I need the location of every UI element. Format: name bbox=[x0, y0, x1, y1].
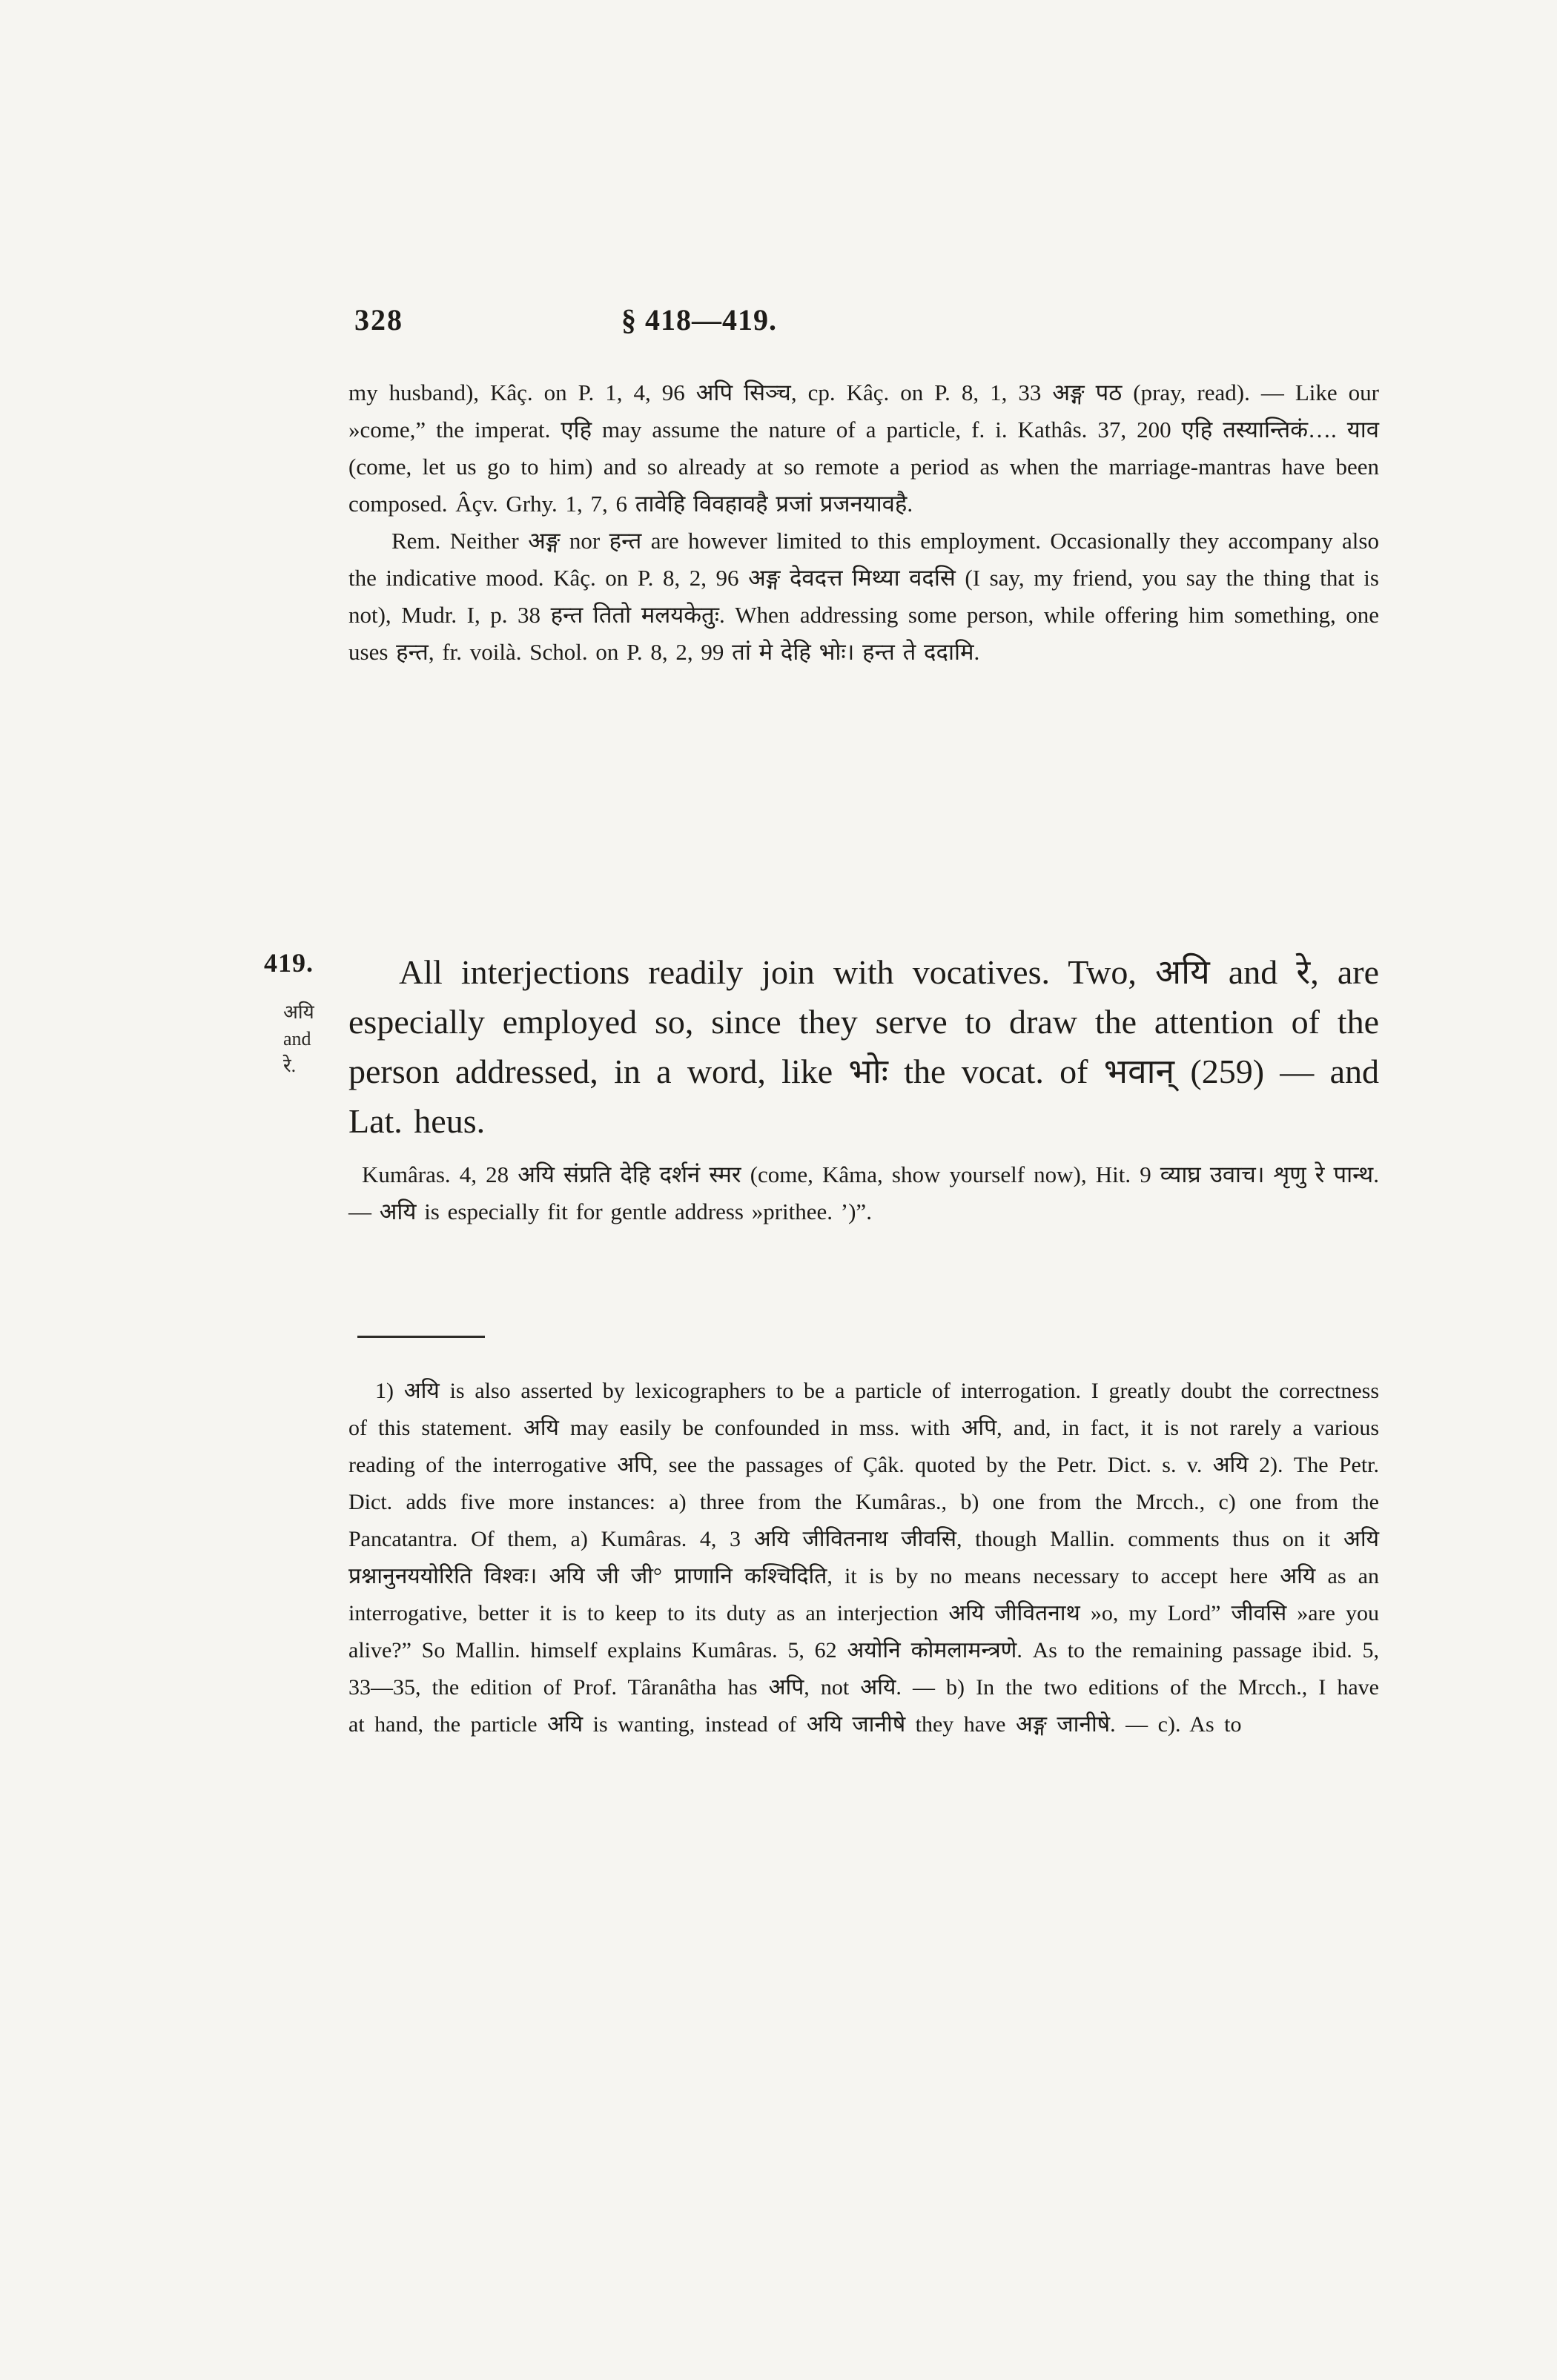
section-419 bbox=[245, 947, 1379, 1230]
paragraph-419-examples: Kumâras. 4, 28 अयि संप्रति देहि दर्शनं स्मर (come, Kâma, show yourself now), Hit. 9 व्याघ्र उवाच। शृणु रे पान्थ. — अयि is especially fit for gentle address »prithee. ’)”. bbox=[348, 1161, 1379, 1224]
paragraph-418-continuation: my husband), Kâç. on P. 1, 4, 96 अपि सिञ्च, cp. Kâç. on P. 8, 1, 33 अङ्ग पठ (pray, read). — Like our »come,” the imperat. एहि may assume the nature of a particle, f. i. Kathâs. 37, 200 एहि तस्यान्तिकं…. याव (come, let us go to him) and so already at so remote a period as when the marriage-mantras have been composed. Âçv. Grhy. 1, 7, 6 तावेहि विवहावहै प्रजां प्रजनयावहै. bbox=[348, 379, 1379, 517]
paragraph-419-main: All interjections readily join with vocatives. Two, अयि and रे, are especially employed so, since they serve to draw the attention of the person addressed, in a word, like भोः the vocat. of भवान् (259) — and Lat. heus. bbox=[348, 953, 1379, 1140]
page-header bbox=[348, 302, 1379, 347]
margin-note-line-3: रे. bbox=[283, 1055, 297, 1076]
section-418-body bbox=[348, 374, 1379, 671]
section-number: 419. bbox=[264, 948, 314, 978]
section-range-header: § 418—419. bbox=[621, 303, 777, 337]
footnote-text: 1) अयि is also asserted by lexicographers to be a particle of interrogation. I greatly doubt the correctness of this statement. अयि may easily be confounded in mss. with अपि, and, in fact, it is not rarely a various reading of the interrogative अपि, see the passages of Çâk. quoted by the Petr. Dict. s. v. अयि 2). The Petr. Dict. adds five more instances: a) three from the Kumâras., b) one from the Mrcch., c) one from the Pancatantra. Of them, a) Kumâras. 4, 3 अयि जीवितनाथ जीवसि, though Mallin. comments thus on it अयि प्रश्नानुनययोरिति विश्वः। अयि जी जी° प्राणानि कश्चिदिति, it is by no means necessary to accept here अयि as an interrogative, better it is to keep to its duty as an interjection अयि जीवितनाथ »o, my Lord” जीवसि »are you alive?” So Mallin. himself explains Kumâras. 5, 62 अयोनि कोमलामन्त्रणे. As to the remaining passage ibid. 5, 33—35, the edition of Prof. Târanâtha has अपि, not अयि. — b) In the two editions of the Mrcch., I have at hand, the particle अयि is wanting, instead of अयि जानीषे they have अङ्ग जानीषे. — c). As to bbox=[348, 1379, 1379, 1737]
page-number: 328 bbox=[354, 303, 403, 337]
margin-note bbox=[245, 999, 348, 1079]
margin-note-line-2: and bbox=[283, 1028, 311, 1050]
section-419-text bbox=[348, 947, 1379, 1230]
paragraph-418-remark: Rem. Neither अङ्ग nor हन्त are however limited to this employment. Occasionally they accompany also the indicative mood. Kâç. on P. 8, 2, 96 अङ्ग देवदत्त मिथ्या वदसि (I say, my friend, you say the thing that is not), Mudr. I, p. 38 हन्त तितो मलयकेतुः. When addressing some person, while offering him something, one uses हन्त, fr. voilà. Schol. on P. 8, 2, 99 तां मे देहि भोः। हन्त ते ददामि. bbox=[348, 528, 1379, 665]
footnote-block bbox=[348, 1373, 1379, 1743]
section-419-margin bbox=[245, 947, 348, 1079]
footnote-separator bbox=[357, 1336, 485, 1338]
margin-note-line-1: अयि bbox=[283, 1001, 314, 1023]
